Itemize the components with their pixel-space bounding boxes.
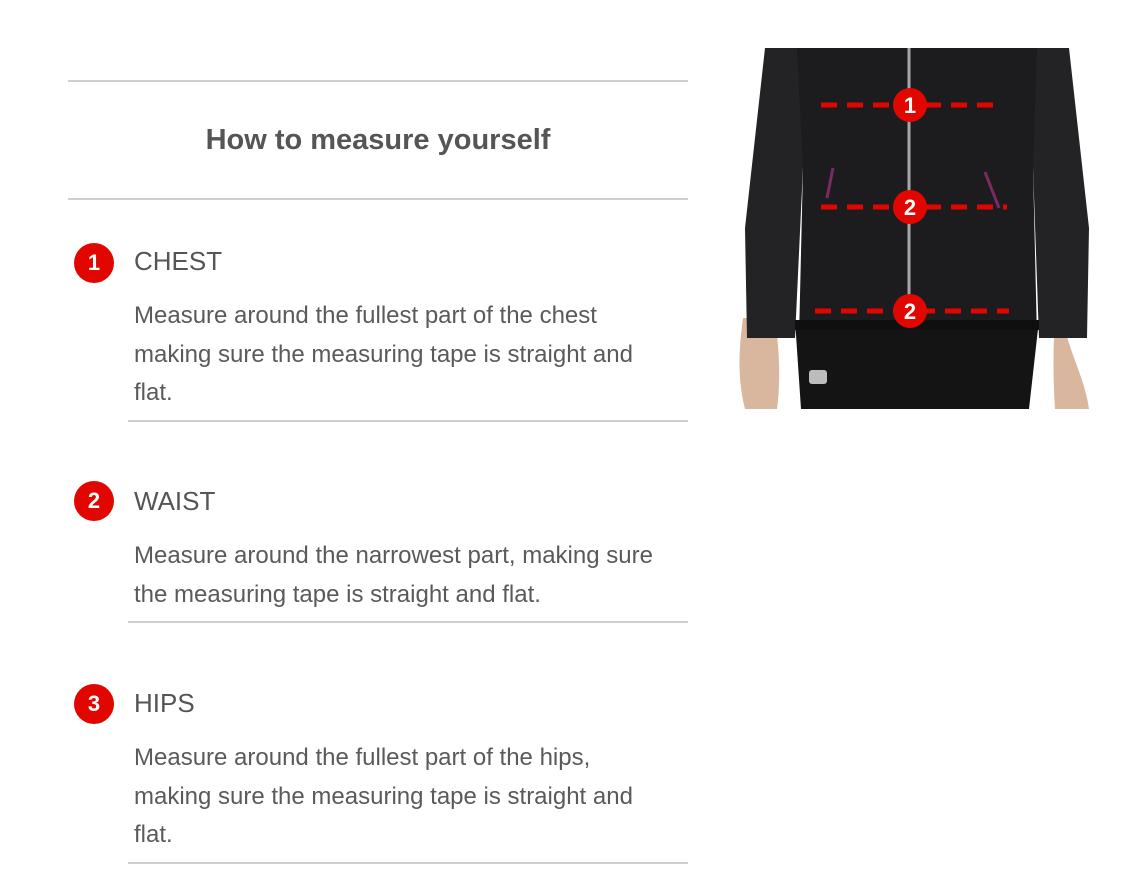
section-title: CHEST (134, 246, 223, 276)
marker-label: 2 (903, 299, 917, 324)
step-number-badge: 3 (74, 684, 114, 724)
marker-label: 2 (903, 195, 917, 220)
jacket-illustration (737, 48, 1097, 409)
marker-2-icon (893, 190, 927, 224)
page-title: How to measure yourself (205, 124, 551, 156)
marker-label: 1 (903, 93, 917, 118)
section-title: WAIST (134, 486, 216, 516)
section-description: Measure around the fullest part of the hips, making sure the measuring tape is straight and flat. (134, 744, 633, 848)
marker-3-icon (893, 294, 927, 328)
top-divider (68, 80, 688, 82)
marker-1-icon (893, 88, 927, 122)
step-number-badge: 2 (74, 481, 114, 521)
measurement-guide-image (737, 48, 1097, 409)
title-divider (68, 198, 688, 200)
section-divider (128, 420, 688, 422)
section-divider (128, 862, 688, 864)
section-description: Measure around the narrowest part, making sure the measuring tape is straight and flat. (134, 542, 653, 608)
section-title: HIPS (134, 688, 195, 718)
section-divider (128, 621, 688, 623)
section-description: Measure around the fullest part of the chest making sure the measuring tape is straight and flat. (134, 302, 633, 406)
step-number-badge: 1 (74, 243, 114, 283)
